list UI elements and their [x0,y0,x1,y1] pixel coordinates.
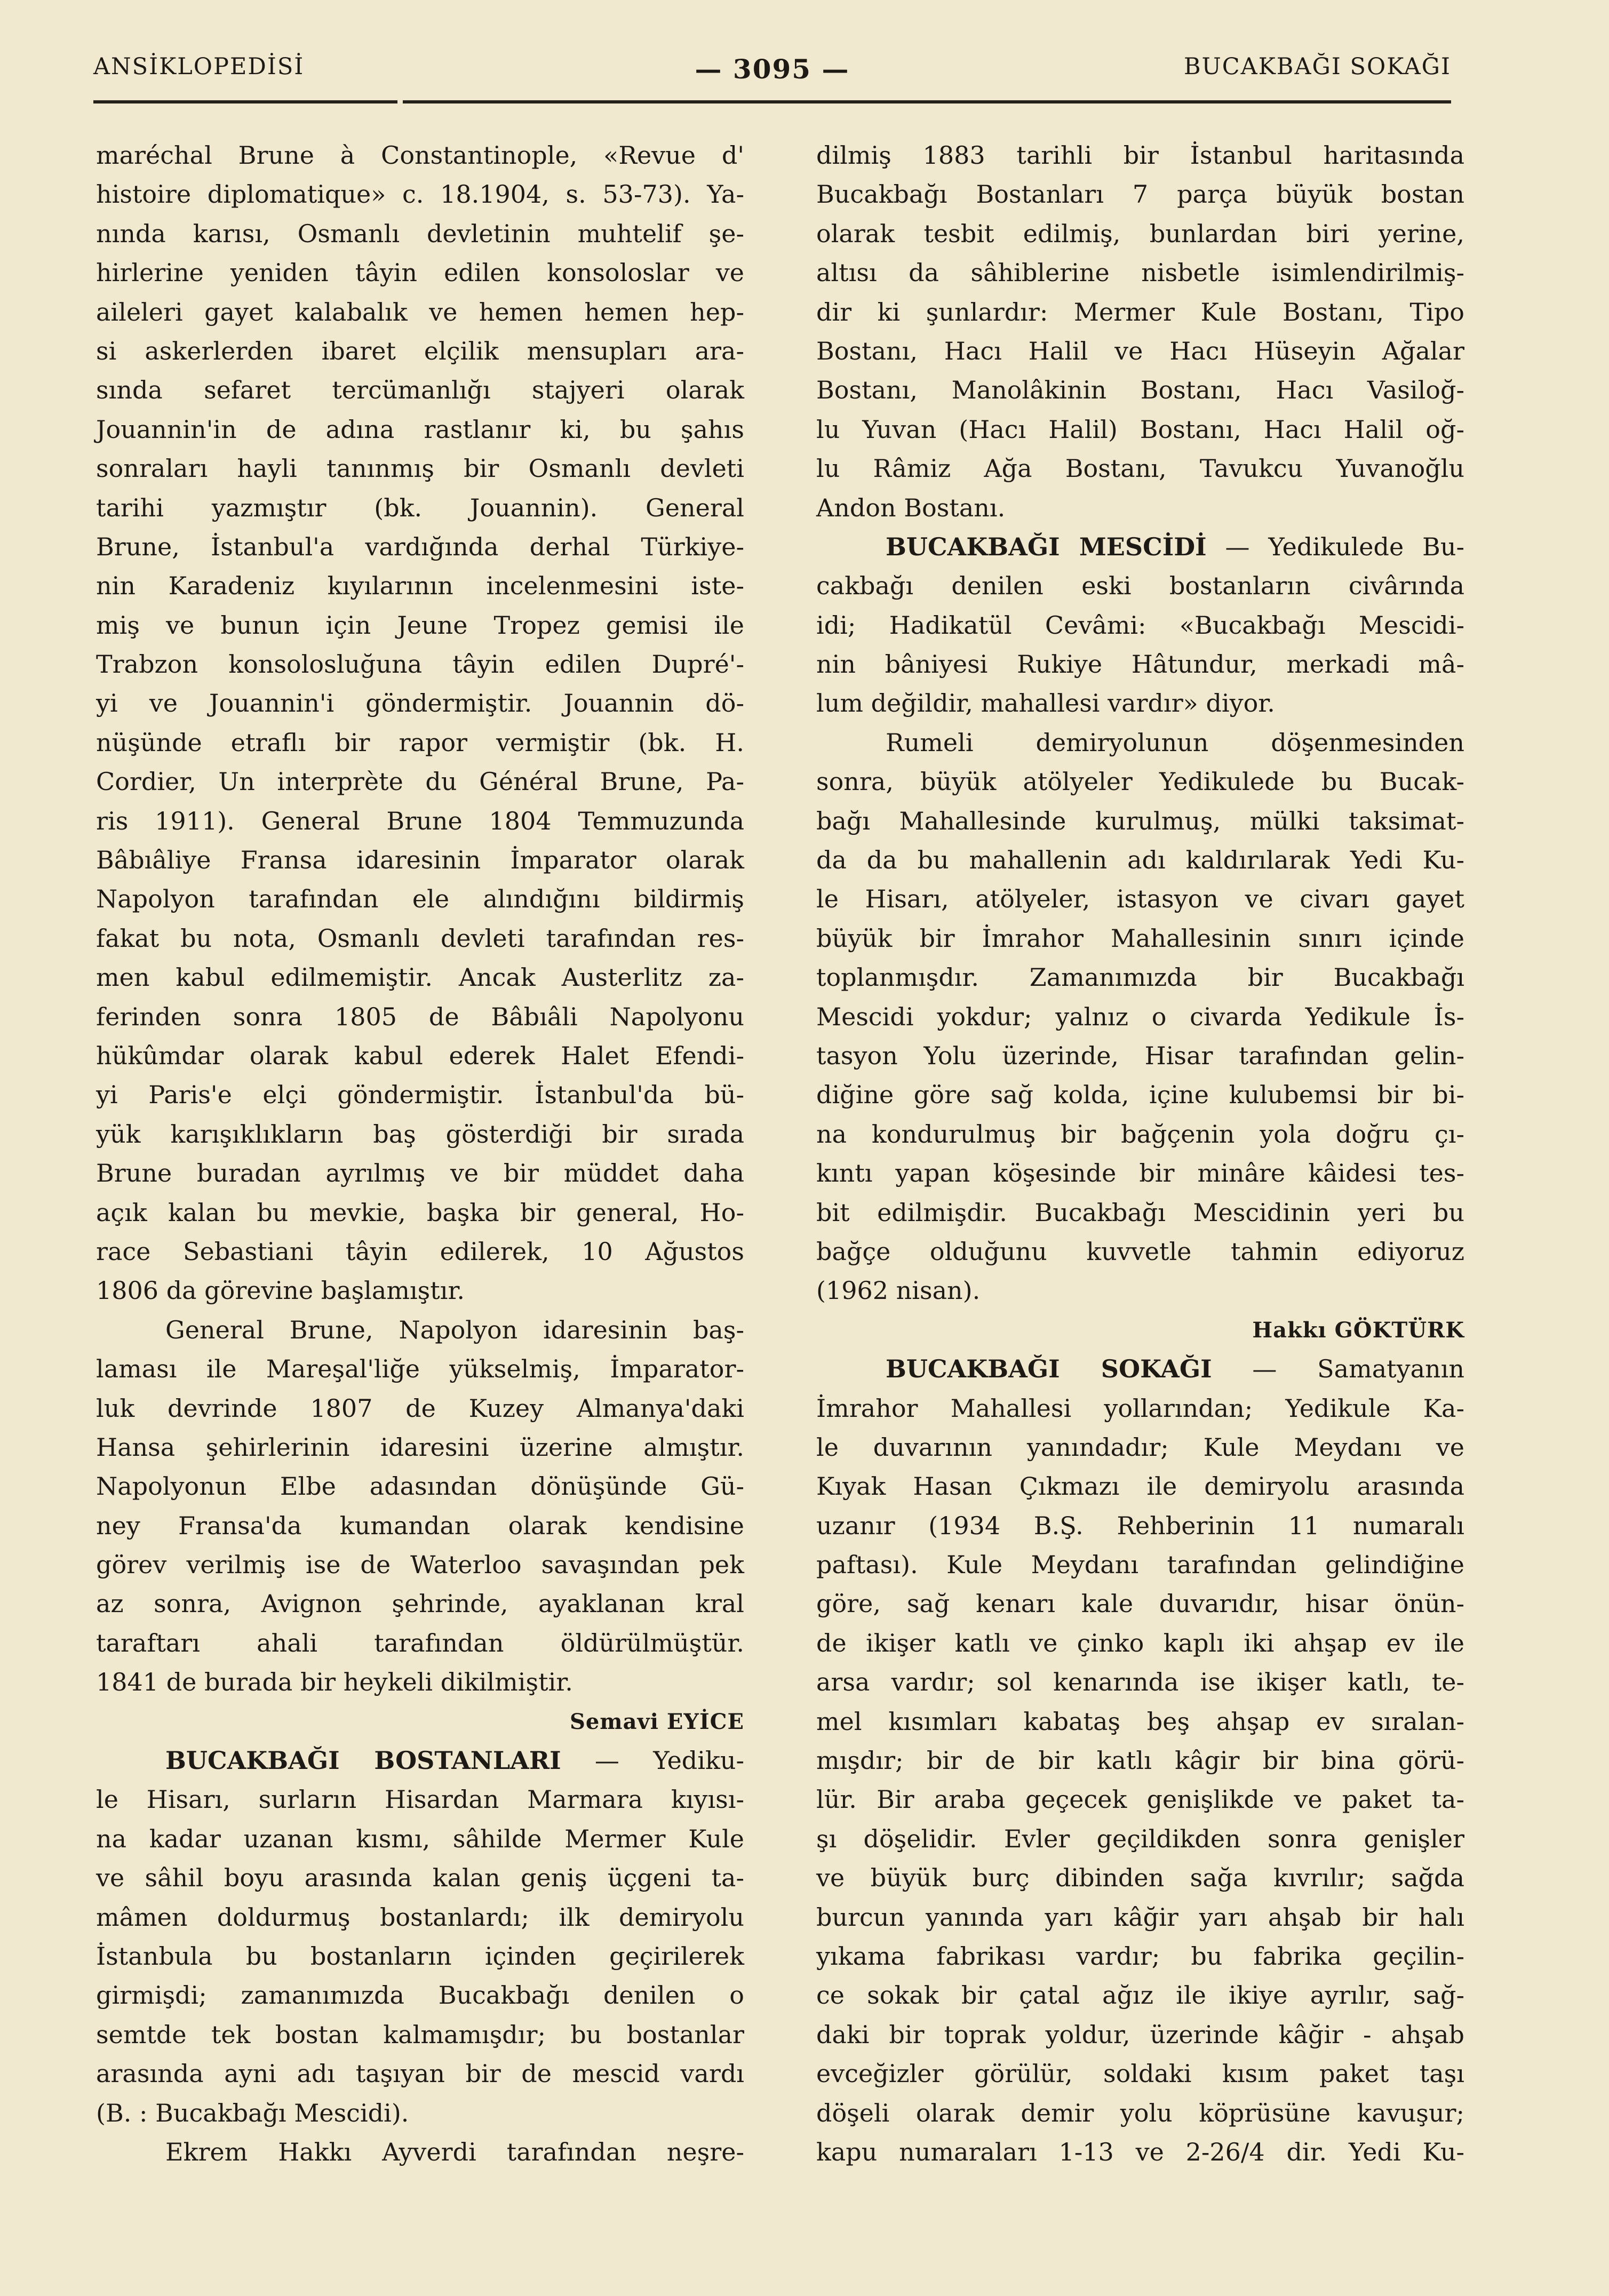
text-line: lu Râmiz Ağa Bostanı, Tavukcu Yuvanoğlu [816,454,1464,483]
entry-heading-line: BUCAKBAĞI BOSTANLARI — Yediku- [165,1746,745,1775]
text-line: daki bir toprak yoldur, üzerinde kâğir - ahşab [816,2020,1464,2049]
text-line: men kabul edilmemiştir. Ancak Austerlitz za- [96,963,744,992]
text-line: taraftarı ahali tarafından öldürülmüştür. [96,1628,744,1657]
text-line: mışdır; bir de bir katlı kâgir bir bina görü- [816,1746,1464,1775]
text-line: race Sebastiani tâyin edilerek, 10 Ağustos [96,1237,744,1266]
text-line: Trabzon konsolosluğuna tâyin edilen Dupré'- [96,650,744,679]
text-line: ce sokak bir çatal ağız ile ikiye ayrılır, sağ- [816,1981,1464,2010]
text-line: altısı da sâhiblerine nisbetle isimlendirilmiş- [816,258,1464,288]
author-signature: Hakkı GÖKTÜRK [1252,1317,1464,1343]
text-line: 1806 da görevine başlamıştır. [96,1276,465,1305]
text-line: Ekrem Hakkı Ayverdi tarafından neşre- [165,2137,744,2166]
entry-headword: BUCAKBAĞI MESCİDİ [886,532,1207,561]
text-line: İmrahor Mahallesi yollarından; Yedikule Ka- [816,1393,1464,1423]
text-line: olarak tesbit edilmiş, bunlardan biri yerine, [816,219,1464,248]
text-line: le Hisarı, surların Hisardan Marmara kıyısı- [96,1785,744,1814]
text-line: dir ki şunlardır: Mermer Kule Bostanı, Tipo [816,297,1464,326]
entry-headword: BUCAKBAĞI SOKAĞI [886,1354,1212,1384]
text-line: 1841 de burada bir heykeli dikilmiştir. [96,1668,573,1697]
text-line: kapu numaraları 1-13 ve 2-26/4 dir. Yedi Ku- [816,2137,1464,2166]
text-line: bit edilmişdir. Bucakbağı Mescidinin yeri bu [816,1198,1464,1227]
text-line: fakat bu nota, Osmanlı devleti tarafından res- [96,923,744,953]
text-line: nin Karadeniz kıyılarının incelenmesini iste- [96,571,744,601]
text-line: histoire diplomatique» c. 18.1904, s. 53-73). Ya- [96,180,744,209]
text-line: aileleri gayet kalabalık ve hemen hemen hep- [96,297,744,326]
text-line: az sonra, Avignon şehrinde, ayaklanan kral [96,1589,744,1619]
entry-headword: BUCAKBAĞI BOSTANLARI [165,1746,561,1775]
text-line: Hansa şehirlerinin idaresini üzerine almıştır. [96,1432,744,1462]
text-line: (1962 nisan). [816,1276,981,1305]
text-line: döşeli olarak demir yolu köprüsüne kavuşur; [816,2098,1464,2127]
left-column [96,136,744,2172]
text-line: tarihi yazmıştır (bk. Jouannin). General [96,493,744,522]
text-line: semtde tek bostan kalmamışdır; bu bostanlar [96,2020,744,2049]
text-line: ve sâhil boyu arasında kalan geniş üçgeni ta- [96,1863,744,1893]
text-line: maréchal Brune à Constantinople, «Revue d' [96,141,744,170]
text-line: na kadar uzanan kısmı, sâhilde Mermer Kule [96,1824,744,1853]
text-line: Bucakbağı Bostanları 7 parça büyük bostan [816,180,1464,209]
text-line: lu Yuvan (Hacı Halil) Bostanı, Hacı Halil oğ- [816,414,1464,444]
text-line: Napolyon tarafından ele alındığını bildirmiş [96,884,744,914]
text-line: bağı Mahallesinde kurulmuş, mülki taksimat- [816,806,1464,835]
text-line: miş ve bunun için Jeune Tropez gemisi ile [96,610,744,640]
text-line: mâmen doldurmuş bostanlardı; ilk demiryolu [96,1902,744,1932]
text-line: General Brune, Napolyon idaresinin baş- [165,1315,744,1344]
text-line: de ikişer katlı ve çinko kaplı iki ahşap ev ile [816,1628,1464,1657]
text-line: girmişdi; zamanımızda Bucakbağı denilen o [96,1981,744,2010]
text-line: Bostanı, Manolâkinin Bostanı, Hacı Vasiloğ- [816,376,1464,405]
text-line: dilmiş 1883 tarihli bir İstanbul haritasında [816,141,1464,170]
entry-heading-line: BUCAKBAĞI SOKAĞI — Samatyanın [886,1354,1465,1384]
entry-heading-line: BUCAKBAĞI MESCİDİ — Yedikulede Bu- [886,532,1464,561]
text-line: Kıyak Hasan Çıkmazı ile demiryolu arasında [816,1472,1464,1501]
text-line: paftası). Kule Meydanı tarafından gelindiğine [816,1550,1464,1580]
right-column [816,136,1464,2172]
text-line: laması ile Mareşal'liğe yükselmiş, İmparator- [96,1354,744,1384]
text-line: Bâbıâliye Fransa idaresinin İmparator olarak [96,846,744,875]
text-line: mel kısımları kabataş beş ahşap ev sıralan- [816,1707,1464,1736]
text-line: idi; Hadikatül Cevâmi: «Bucakbağı Mescidi- [816,610,1464,640]
text-line: büyük bir İmrahor Mahallesinin sınırı içinde [816,923,1464,953]
text-line: yıkama fabrikası vardır; bu fabrika geçilin- [816,1941,1464,1971]
text-line: ferinden sonra 1805 de Bâbıâli Napolyonu [96,1002,744,1031]
text-line: arasında ayni adı taşıyan bir de mescid vardı [96,2059,744,2088]
text-line: arsa vardır; sol kenarında ise ikişer katlı, te- [816,1668,1464,1697]
text-line: görev verilmiş ise de Waterloo savaşından pek [96,1550,744,1580]
text-line: Napolyonun Elbe adasından dönüşünde Gü- [96,1472,744,1501]
text-line: sonraları hayli tanınmış bir Osmanlı devleti [96,454,744,483]
text-line: lum değildir, mahallesi vardır» diyor. [816,689,1275,718]
text-line: İstanbula bu bostanların içinden geçirilerek [96,1941,744,1971]
text-line: Andon Bostanı. [816,493,1006,522]
text-line: ris 1911). General Brune 1804 Temmuzunda [96,806,744,835]
text-line: yi ve Jouannin'i göndermiştir. Jouannin dö- [96,689,744,718]
running-header [93,53,1451,96]
text-line: hirlerine yeniden tâyin edilen konsoloslar ve [96,258,744,288]
text-line: Jouannin'in de adına rastlanır ki, bu şahıs [96,414,744,444]
text-line: Bostanı, Hacı Halil ve Hacı Hüseyin Ağalar [816,336,1464,365]
text-line: burcun yanında yarı kâğir yarı ahşab bir halı [816,1902,1464,1932]
text-line: sında sefaret tercümanlığı stajyeri olarak [96,376,744,405]
text-line: şı döşelidir. Evler geçildikden sonra genişler [816,1824,1464,1853]
text-line: da da bu mahallenin adı kaldırılarak Yedi Ku- [816,846,1464,875]
text-line: lür. Bir araba geçecek genişlikde ve paket ta- [816,1785,1464,1814]
text-line: le Hisarı, atölyeler, istasyon ve civarı gayet [816,884,1464,914]
text-line: tasyon Yolu üzerinde, Hisar tarafından gelin- [816,1041,1464,1070]
text-line: na kondurulmuş bir bağçenin yola doğru çı- [816,1119,1464,1149]
text-line: sonra, büyük atölyeler Yedikulede bu Bucak- [816,767,1464,796]
text-line: nında karısı, Osmanlı devletinin muhtelif şe- [96,219,744,248]
header-right-title: BUCAKBAĞI SOKAĞI [1183,53,1451,80]
text-line: Rumeli demiryolunun döşenmesinden [886,728,1464,757]
text-line: Mescidi yokdur; yalnız o civarda Yedikule İs- [816,1002,1464,1031]
text-line: luk devrinde 1807 de Kuzey Almanya'daki [96,1393,744,1423]
text-line: Brune buradan ayrılmış ve bir müddet daha [96,1159,744,1188]
text-line: nin bâniyesi Rukiye Hâtundur, merkadi mâ- [816,650,1464,679]
text-line: ve büyük burç dibinden sağa kıvrılır; sağda [816,1863,1464,1893]
text-line: hükûmdar olarak kabul ederek Halet Efendi- [96,1041,744,1070]
text-line: (B. : Bucakbağı Mescidi). [96,2098,409,2127]
text-line: bağçe olduğunu kuvvetle tahmin ediyoruz [816,1237,1464,1266]
text-line: le duvarının yanındadır; Kule Meydanı ve [816,1432,1464,1462]
text-line: toplanmışdır. Zamanımızda bir Bucakbağı [816,963,1464,992]
text-line: uzanır (1934 B.Ş. Rehberinin 11 numaralı [816,1511,1464,1540]
header-rule-left [93,100,397,103]
text-line: si askerlerden ibaret elçilik mensupları ara- [96,336,744,365]
header-rule-right [403,100,1451,103]
text-line: evceğizler görülür, soldaki kısım paket taşı [816,2059,1464,2088]
text-line: nüşünde etraflı bir rapor vermiştir (bk. H. [96,728,744,757]
text-line: kıntı yapan köşesinde bir minâre kâidesi tes- [816,1159,1464,1188]
page-number: — 3095 — [695,53,850,85]
text-line: diğine göre sağ kolda, içine kulubemsi bir bi- [816,1080,1464,1110]
text-line: göre, sağ kenarı kale duvarıdır, hisar önün- [816,1589,1464,1619]
text-line: yük karışıklıkların baş gösterdiği bir sırada [96,1119,744,1149]
text-line: Brune, İstanbul'a vardığında derhal Türkiye- [96,532,744,561]
text-line: açık kalan bu mevkie, başka bir general, Ho- [96,1198,744,1227]
text-line: Cordier, Un interprète du Général Brune, Pa- [96,767,744,796]
author-signature: Semavi EYİCE [569,1709,744,1734]
text-line: yi Paris'e elçi göndermiştir. İstanbul'da bü- [96,1080,744,1110]
text-line: ney Fransa'da kumandan olarak kendisine [96,1511,744,1540]
header-left-title: ANSİKLOPEDİSİ [93,53,305,80]
text-line: cakbağı denilen eski bostanların civârında [816,571,1464,601]
